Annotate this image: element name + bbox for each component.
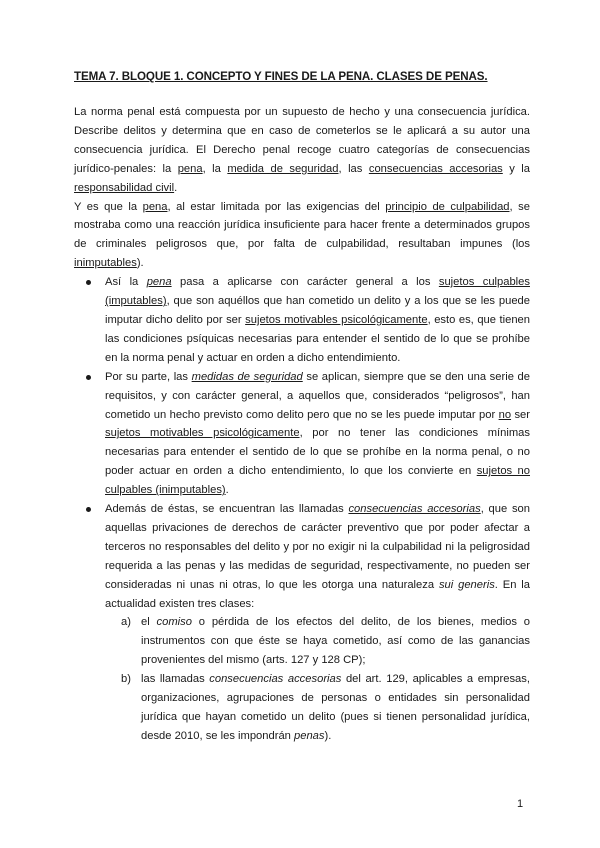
term-penas: penas [294, 729, 325, 742]
term-medida-seguridad: medida de seguridad [227, 162, 339, 175]
list-item [105, 368, 530, 500]
sub-list [105, 613, 530, 745]
sub-list-item [121, 670, 530, 746]
text: , por no tener las condiciones mínimas necesarias para entender el sentido de lo que se prohíbe en la norma penal, o no poder actuar en orden a dicho entendimiento, lo que los convierte en [105, 427, 530, 478]
text: , la [202, 162, 228, 175]
term-consecuencias-accesorias: consecuencias accesorias [348, 503, 481, 516]
term-no: no [498, 408, 512, 421]
bullet-list [74, 273, 530, 746]
text: Y es que la [74, 200, 143, 213]
text: ser [511, 408, 531, 421]
term-pena: pena [146, 276, 172, 289]
term-inimputables: inimputables [74, 257, 137, 270]
text: Además de éstas, se encuentran las llamadas [105, 503, 349, 516]
term-sujetos-motivables: sujetos motivables psicológicamente [245, 313, 428, 326]
text: o pérdida de los efectos del delito, de los bienes, medios o instrumentos con que éste se haya cometido, así como de las ganancias provenientes del mismo (arts. 127 y 128 CP); [141, 616, 530, 667]
term-medidas-seguridad: medidas de seguridad [191, 370, 303, 383]
text: . En la actualidad existen tres clases: [105, 578, 531, 610]
text: , esto es, que tienen las condiciones psíquicas necesarias para entender el sentido de lo que se prohíbe en la norma penal y actuar en orden a dicho entendimiento. [105, 313, 530, 364]
term-sujetos-culpables: sujetos culpables (imputables) [105, 276, 530, 308]
text: ). [324, 729, 332, 742]
bullet-icon [86, 280, 91, 285]
list-item [105, 273, 530, 368]
page-title: TEMA 7. BLOQUE 1. CONCEPTO Y FINES DE LA PENA. CLASES DE PENAS. [74, 70, 488, 83]
term-sujetos-motivables: sujetos motivables psicológicamente [105, 427, 300, 440]
text: pasa a aplicarse con carácter general a los [171, 276, 439, 289]
text: las llamadas [141, 673, 210, 686]
page-number: 1 [517, 798, 524, 810]
text: el [141, 616, 157, 629]
bullet-icon [86, 507, 91, 512]
text: , las [338, 162, 369, 175]
bullet-icon [86, 375, 91, 380]
text: del art. 129, aplicables a empresas, organizaciones, agrupaciones de personas o entidades sin personalidad jurídica que hayan cometido un delito (pues si tienen personalidad jurídica, desde 2010, se les impondrán [141, 673, 530, 742]
list-marker: b) [121, 673, 131, 686]
text: y la [502, 162, 530, 175]
document-page [74, 70, 530, 746]
list-marker: a) [121, 616, 131, 629]
text: , al estar limitada por las exigencias del [167, 200, 386, 213]
term-responsabilidad-civil: responsabilidad civil [74, 181, 175, 194]
text: . [225, 484, 229, 497]
paragraph-culpabilidad [74, 198, 530, 274]
term-sujetos-no-culpables: sujetos no culpables (inimputables) [105, 465, 530, 497]
text: , que son aquéllos que han cometido un delito y a los que se les puede imputar dicho delito por ser [105, 295, 530, 326]
text: , que son aquellas privaciones de derechos de carácter preventivo que por poder afectar a terceros no responsables del delito y por no exigir ni la culpabilidad ni la peligrosidad requerida a las penas y las medidas de seguridad, respectivamente, no pueden ser consideradas ni unas ni otras, lo que les otorga una naturaleza [105, 503, 530, 591]
term-sui-generis: sui generis [438, 578, 495, 591]
paragraph-intro [74, 103, 530, 198]
text: Así la [105, 276, 147, 289]
text: , se mostraba como una reacción jurídica insuficiente para hacer frente a determinados grupos de criminales peligrosos que, por falta de culpabilidad, resultaban impunes (los [74, 200, 530, 251]
sub-list-item [121, 613, 530, 670]
term-pena: pena [177, 162, 203, 175]
text: . [174, 181, 178, 194]
term-consecuencias-accesorias: consecuencias accesorias [209, 673, 342, 686]
text: ). [136, 257, 144, 270]
list-item [105, 500, 530, 746]
term-principio-culpabilidad: principio de culpabilidad [385, 200, 510, 213]
term-consecuencias-accesorias: consecuencias accesorias [368, 162, 503, 175]
text: La norma penal está compuesta por un supuesto de hecho y una consecuencia jurídica. Describe delitos y determina que en caso de cometerlos se le aplicará a su autor una consecuencia jurídica. El Derecho penal recoge cuatro categorías de consecuencias jurídico-penales: la [74, 106, 530, 175]
term-comiso: comiso [156, 616, 192, 629]
term-pena: pena [142, 200, 168, 213]
text: se aplican, siempre que se den una serie de requisitos, y con carácter general, a aquellos que, considerados “peligrosos”, han cometido un hecho previsto como delito pero que no se les puede imputar por [105, 370, 530, 421]
text: Por su parte, las [105, 370, 192, 383]
